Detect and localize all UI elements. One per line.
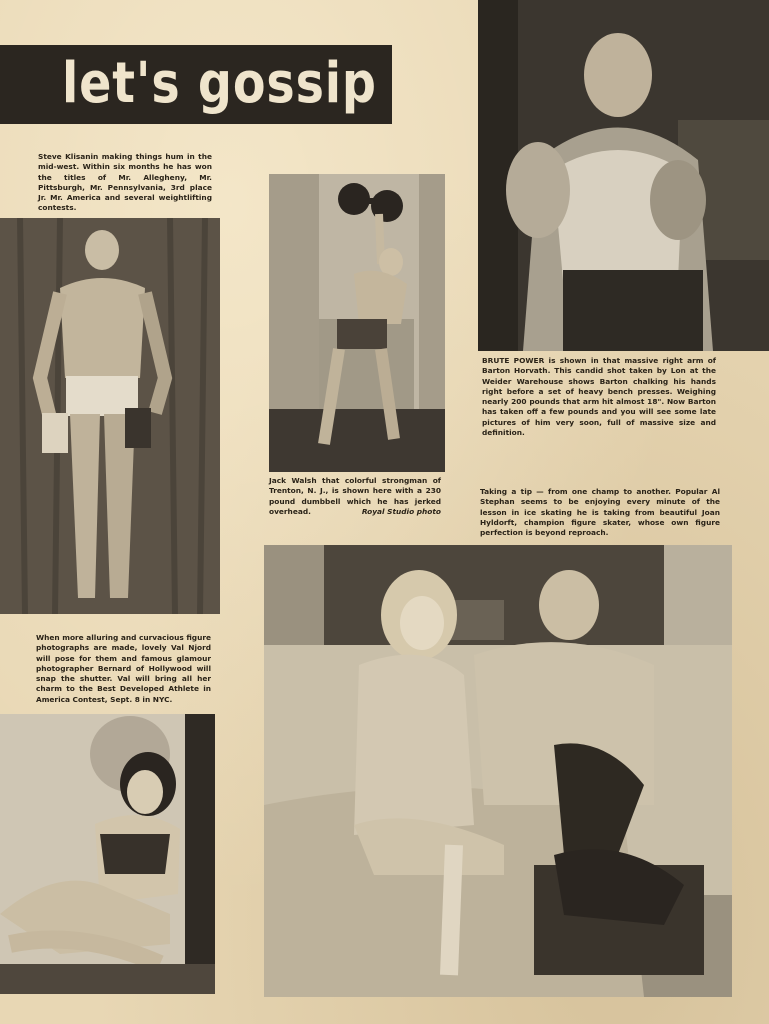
photo-jack-walsh (269, 174, 445, 472)
caption-val-njord: When more alluring and curvacious figure photographs are made, lovely Val Njord will pose for them and famous glamour photographer Bernard of Hollywood will snap the shutter. Val will bring all her charm to the Best Developed Athlete in America Contest, Sept. 8 in NYC. (36, 633, 212, 704)
caption-skating-tip: Taking a tip — from one champ to another. Popular Al Stephan seems to be enjoying every minute of the lesson in ice skating he is taking from beautiful Joan Hyldorft, champion figure skater, whose own figure perfection is beyond reproach. (480, 487, 720, 538)
caption-brute-power: BRUTE POWER is shown in that massive right arm of Barton Horvath. This candid shot taken by Lon at the Weider Warehouse shows Barton chalking his hands right before a set of heavy bench presses. Weighing nearly 200 pounds that arm hit almost 18". Now Barton has taken off a few pounds and you will see some late pictures of him very soon, full of massive size and definition. (482, 356, 716, 438)
page-title: let's gossip (62, 51, 377, 116)
caption-jack-walsh (269, 476, 441, 517)
photo-barton-horvath (478, 0, 769, 351)
caption-steve-klisanin: Steve Klisanin making things hum in the mid-west. Within six months he has won the titles of Mr. Allegheny, Mr. Pittsburgh, Mr. Pennsylvania, 3rd place Jr. Mr. America and several weightlifting contests. (38, 152, 212, 213)
caption-jack-walsh-text: Jack Walsh that colorful strongman of Trenton, N. J., is shown here with a 230 pound dumbbell which he has jerked overhead. (269, 476, 441, 516)
photo-val-njord (0, 714, 215, 994)
photo-steve-klisanin (0, 218, 220, 614)
title-banner (0, 45, 392, 124)
photo-skating-lesson (264, 545, 732, 997)
photo-credit: Royal Studio photo (361, 506, 441, 516)
